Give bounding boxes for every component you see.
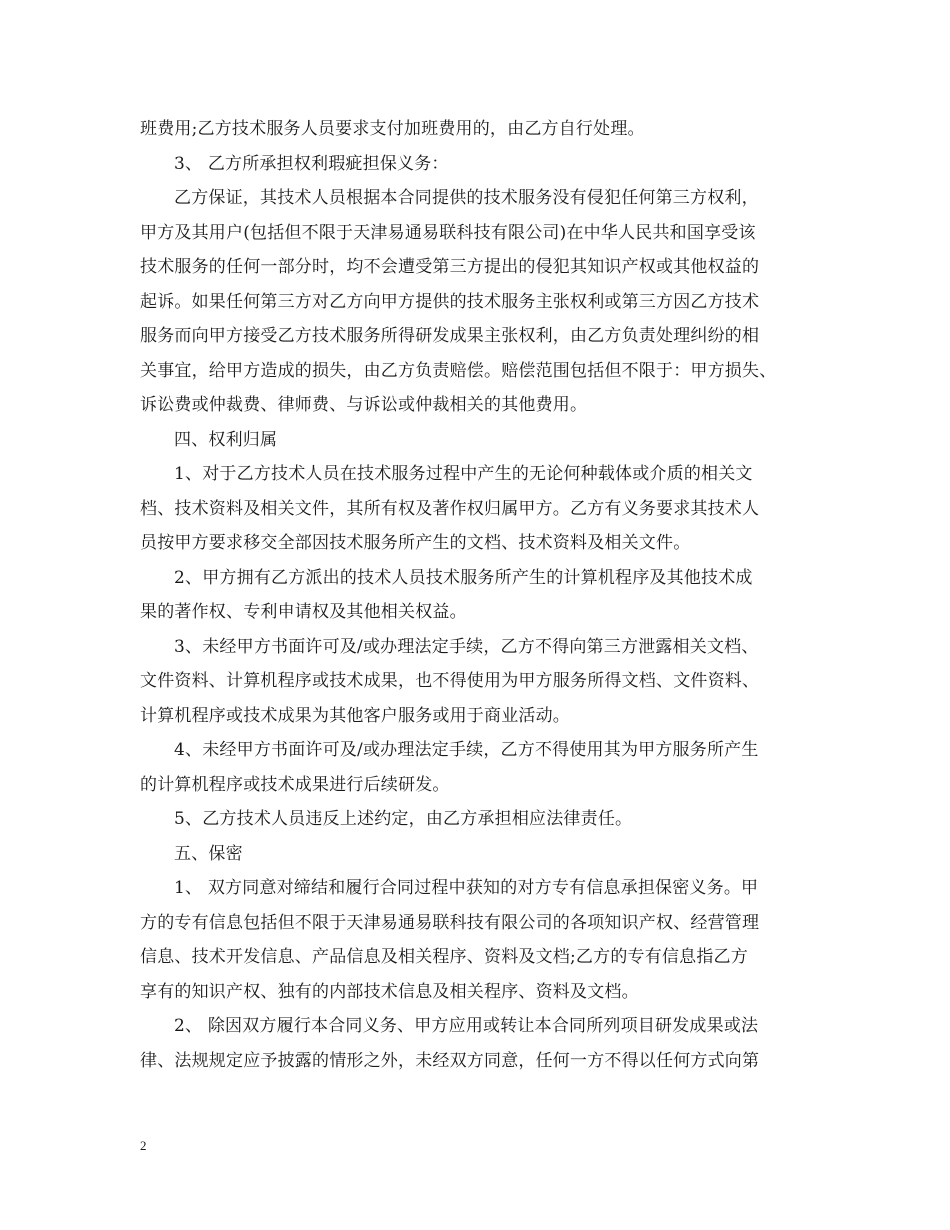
text-line-5: 技术服务的任何一部分时，均不会遭受第三方提出的侵犯其知识产权或其他权益的 bbox=[140, 257, 760, 277]
text-line-23: 1、 双方同意对缔结和履行合同过程中获知的对方专有信息承担保密义务。甲 bbox=[174, 878, 759, 898]
section-heading-rights: 四、权利归属 bbox=[174, 429, 278, 450]
text-line-27: 2、 除因双方履行本合同义务、甲方应用或转让本合同所列项目研发成果或法 bbox=[174, 1016, 759, 1036]
text-line-1: 班费用;乙方技术服务人员要求支付加班费用的，由乙方自行处理。 bbox=[140, 119, 645, 139]
text-line-13: 员按甲方要求移交全部因技术服务所产生的文档、技术资料及相关文件。 bbox=[140, 533, 691, 553]
text-line-20: 的计算机程序或技术成果进行后续研发。 bbox=[140, 774, 450, 795]
text-line-21: 5、乙方技术人员违反上述约定，由乙方承担相应法律责任。 bbox=[174, 809, 633, 829]
text-line-16: 3、未经甲方书面许可及/或办理法定手续，乙方不得向第三方泄露相关文档、 bbox=[174, 636, 759, 657]
clause-heading-3: 3、 乙方所承担权利瑕疵担保义务： bbox=[174, 153, 449, 174]
text-line-25: 信息、技术开发信息、产品信息及相关程序、资料及文档;乙方的专有信息指乙方 bbox=[140, 947, 748, 967]
text-line-18: 计算机程序或技术成果为其他客户服务或用于商业活动。 bbox=[140, 705, 570, 726]
text-line-12: 档、技术资料及相关文件，其所有权及著作权归属甲方。乙方有义务要求其技术人 bbox=[140, 498, 760, 519]
text-line-17: 文件资料、计算机程序或技术成果，也不得使用为甲方服务所得文档、文件资料、 bbox=[140, 671, 760, 691]
text-line-3: 乙方保证，其技术人员根据本合同提供的技术服务没有侵犯任何第三方权利， bbox=[174, 188, 759, 208]
text-line-11: 1、对于乙方技术人员在技术服务过程中产生的无论何种载体或介质的相关文 bbox=[174, 464, 753, 484]
text-line-6: 起诉。如果任何第三方对乙方向甲方提供的技术服务主张权利或第三方因乙方技术 bbox=[140, 291, 760, 312]
text-line-14: 2、甲方拥有乙方派出的技术人员技术服务所产生的计算机程序及其他技术成 bbox=[174, 567, 753, 588]
section-heading-confidentiality: 五、保密 bbox=[174, 843, 243, 864]
text-line-19: 4、未经甲方书面许可及/或办理法定手续，乙方不得使用其为甲方服务所产生 bbox=[174, 740, 759, 760]
text-line-15: 果的著作权、专利申请权及其他相关权益。 bbox=[140, 602, 467, 622]
text-line-24: 方的专有信息包括但不限于天津易通易联科技有限公司的各项知识产权、经营管理 bbox=[140, 912, 760, 933]
text-line-9: 诉讼费或仲裁费、律师费、与诉讼或仲裁相关的其他费用。 bbox=[140, 395, 588, 415]
text-line-7: 服务而向甲方接受乙方技术服务所得研发成果主张权利，由乙方负责处理纠纷的相 bbox=[140, 326, 760, 346]
text-line-4: 甲方及其用户(包括但不限于天津易通易联科技有限公司)在中华人民共和国享受该 bbox=[140, 222, 756, 243]
page-number: 2 bbox=[140, 1138, 147, 1153]
text-line-28: 律、法规规定应予披露的情形之外，未经双方同意，任何一方不得以任何方式向第 bbox=[140, 1050, 760, 1071]
document-body bbox=[140, 112, 820, 1078]
text-line-26: 享有的知识产权、独有的内部技术信息及相关程序、资料及文档。 bbox=[140, 981, 639, 1002]
text-line-8: 关事宜，给甲方造成的损失，由乙方负责赔偿。赔偿范围包括但不限于：甲方损失、 bbox=[140, 360, 777, 381]
